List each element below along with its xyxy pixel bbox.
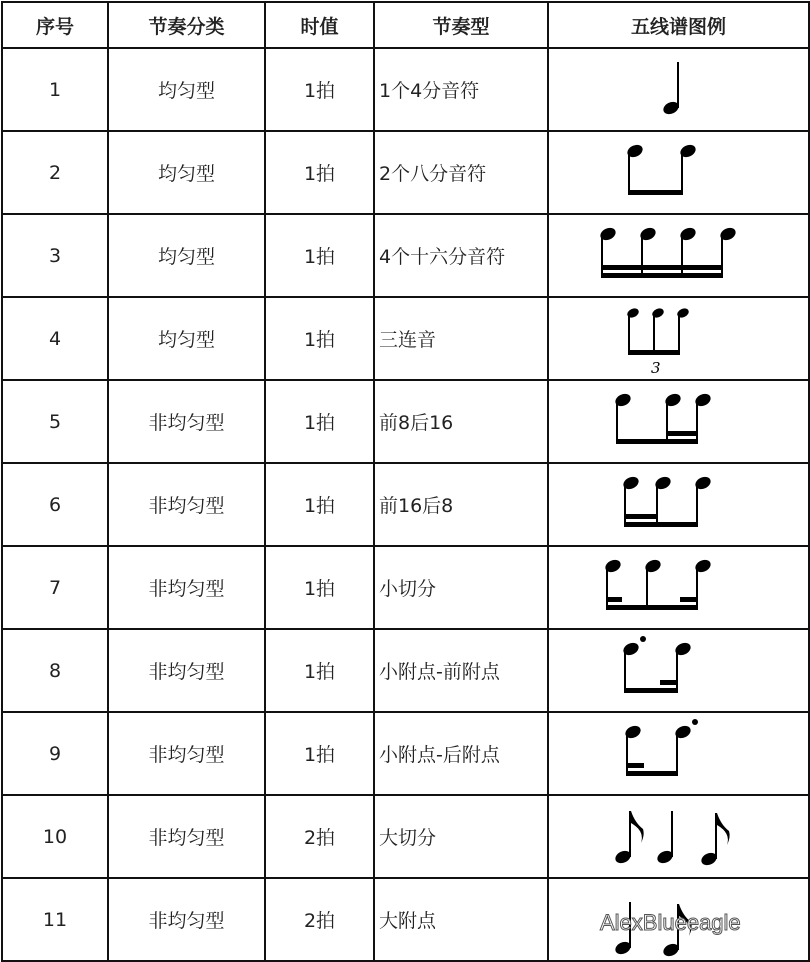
row-number: 6: [2, 463, 108, 546]
header-row: [2, 2, 809, 48]
row-pattern: 小附点-前附点: [374, 629, 548, 712]
note-stem: [678, 313, 680, 355]
note-stem: [677, 62, 679, 108]
row-duration: 1拍: [265, 546, 374, 629]
secondary-beam: [606, 597, 622, 602]
header-number: 序号: [2, 2, 108, 48]
syncopation-small-icon: [551, 548, 806, 628]
note-stem: [721, 234, 723, 278]
row-duration: 1拍: [265, 629, 374, 712]
beam: [628, 190, 683, 195]
note-stem: [676, 649, 678, 693]
note-stem: [628, 151, 630, 195]
row-notation: [548, 214, 809, 297]
row-duration: 1拍: [265, 131, 374, 214]
row-category: 非均匀型: [108, 380, 265, 463]
row-duration: 1拍: [265, 297, 374, 380]
header-pattern: 节奏型: [374, 2, 548, 48]
dotted-eighth-sixteenth-icon: [551, 631, 806, 711]
note-head: [676, 306, 690, 319]
row-number: 7: [2, 546, 108, 629]
syncopation-large-icon: [551, 797, 806, 877]
note-flag: [717, 813, 730, 845]
row-category: 非均匀型: [108, 546, 265, 629]
note-stem: [616, 400, 618, 444]
beam: [624, 688, 678, 693]
beam: [606, 605, 698, 610]
table-row: [2, 546, 809, 629]
row-duration: 2拍: [265, 878, 374, 961]
row-notation: [548, 463, 809, 546]
note-stem: [676, 732, 678, 776]
note-stem: [646, 566, 648, 610]
sixteenth-dotted-eighth-icon: [551, 714, 806, 794]
row-number: 3: [2, 214, 108, 297]
row-pattern: 小附点-后附点: [374, 712, 548, 795]
table-row: [2, 380, 809, 463]
row-notation: [548, 131, 809, 214]
row-category: 非均匀型: [108, 795, 265, 878]
row-duration: 1拍: [265, 380, 374, 463]
row-category: 均匀型: [108, 297, 265, 380]
beam: [601, 273, 723, 278]
header-category: 节奏分类: [108, 2, 265, 48]
table-row: [2, 463, 809, 546]
row-pattern: 大切分: [374, 795, 548, 878]
row-number: 11: [2, 878, 108, 961]
row-notation: [548, 380, 809, 463]
row-category: 非均匀型: [108, 463, 265, 546]
note-stem: [606, 566, 608, 610]
row-category: 均匀型: [108, 131, 265, 214]
beam: [626, 771, 678, 776]
note-stem: [628, 313, 630, 355]
note-stem: [681, 234, 683, 278]
triplet-number: 3: [651, 358, 661, 377]
note-stem: [629, 811, 631, 857]
row-number: 8: [2, 629, 108, 712]
beam: [624, 522, 698, 527]
row-notation: [548, 297, 809, 380]
row-pattern: 小切分: [374, 546, 548, 629]
note-stem: [601, 234, 603, 278]
row-number: 4: [2, 297, 108, 380]
triplet-icon: [551, 299, 806, 379]
row-pattern: 大附点: [374, 878, 548, 961]
note-stem: [624, 649, 626, 693]
row-number: 10: [2, 795, 108, 878]
table-row: [2, 712, 809, 795]
quarter-note-icon: [551, 50, 806, 130]
row-pattern: 1个4分音符: [374, 48, 548, 131]
note-stem: [671, 811, 673, 857]
table-row: [2, 131, 809, 214]
secondary-beam: [624, 514, 658, 519]
note-head: [651, 306, 665, 319]
two-sixteenths-eighth-icon: [551, 465, 806, 545]
table-row: [2, 795, 809, 878]
row-duration: 1拍: [265, 214, 374, 297]
row-category: 均匀型: [108, 48, 265, 131]
note-stem: [715, 813, 717, 859]
row-notation: [548, 712, 809, 795]
row-duration: 1拍: [265, 463, 374, 546]
two-eighths-icon: [551, 133, 806, 213]
row-pattern: 4个十六分音符: [374, 214, 548, 297]
dot: [640, 636, 646, 642]
dot: [692, 719, 698, 725]
secondary-beam: [666, 431, 698, 436]
secondary-beam: [660, 680, 678, 685]
secondary-beam: [680, 597, 698, 602]
beam: [616, 439, 698, 444]
note-stem: [653, 313, 655, 355]
beam: [628, 350, 680, 355]
note-flag: [631, 811, 644, 843]
row-number: 2: [2, 131, 108, 214]
header-notation: 五线谱图例: [548, 2, 809, 48]
table-row: [2, 629, 809, 712]
note-head: [626, 306, 640, 319]
row-category: 均匀型: [108, 214, 265, 297]
row-category: 非均匀型: [108, 629, 265, 712]
row-duration: 1拍: [265, 48, 374, 131]
row-pattern: 前16后8: [374, 463, 548, 546]
eighth-two-sixteenths-icon: [551, 382, 806, 462]
rhythm-table: [1, 1, 810, 962]
note-stem: [656, 483, 658, 527]
row-notation: [548, 546, 809, 629]
row-number: 9: [2, 712, 108, 795]
row-pattern: 三连音: [374, 297, 548, 380]
note-stem: [624, 483, 626, 527]
row-notation: [548, 629, 809, 712]
watermark: AlexBlueeagle: [600, 910, 741, 935]
row-number: 5: [2, 380, 108, 463]
row-notation: [548, 48, 809, 131]
table-row: [2, 48, 809, 131]
note-stem: [696, 483, 698, 527]
row-number: 1: [2, 48, 108, 131]
row-pattern: 前8后16: [374, 380, 548, 463]
header-duration: 时值: [265, 2, 374, 48]
row-category: 非均匀型: [108, 878, 265, 961]
note-stem: [681, 151, 683, 195]
note-stem: [696, 566, 698, 610]
row-duration: 2拍: [265, 795, 374, 878]
note-stem: [666, 400, 668, 444]
row-pattern: 2个八分音符: [374, 131, 548, 214]
four-sixteenths-icon: [551, 216, 806, 296]
note-stem: [641, 234, 643, 278]
row-category: 非均匀型: [108, 712, 265, 795]
note-stem: [696, 400, 698, 444]
secondary-beam: [601, 265, 723, 270]
row-notation: [548, 795, 809, 878]
row-duration: 1拍: [265, 712, 374, 795]
table-row: [2, 214, 809, 297]
table-row: [2, 297, 809, 380]
note-stem: [626, 732, 628, 776]
secondary-beam: [626, 763, 644, 768]
